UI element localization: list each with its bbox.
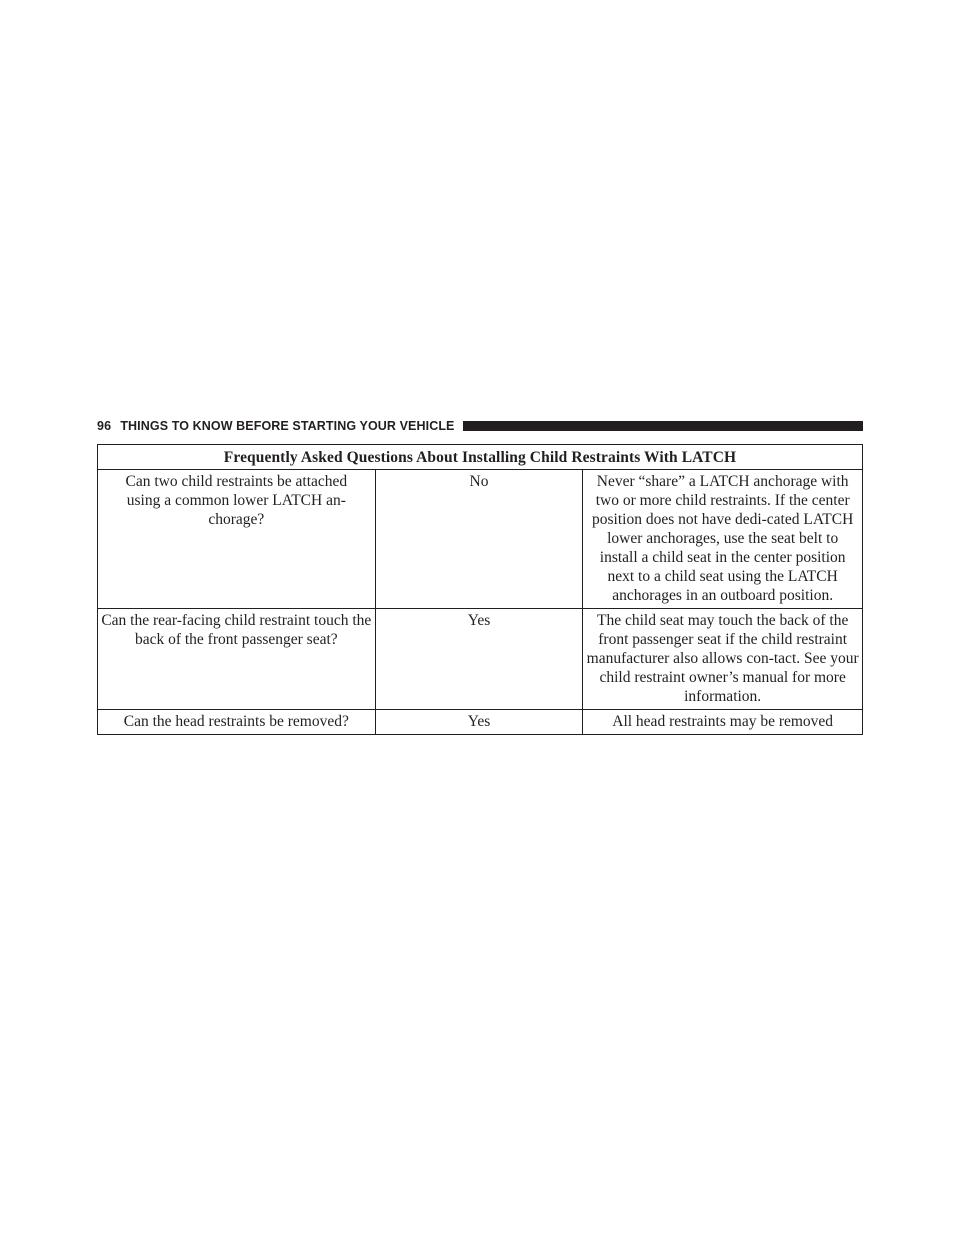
question-cell bbox=[98, 470, 376, 609]
question-text: Can two child restraints be attached using a common lower LATCH an-chorage? bbox=[125, 473, 348, 528]
header-rule-bar bbox=[463, 421, 864, 431]
faq-table bbox=[97, 444, 863, 735]
answer-cell bbox=[375, 609, 583, 710]
notes-cell bbox=[583, 609, 863, 710]
answer-text: No bbox=[469, 473, 489, 490]
notes-cell bbox=[583, 710, 863, 735]
question-text: Can the rear-facing child restraint touch the back of the front passenger seat? bbox=[101, 612, 372, 648]
notes-text: The child seat may touch the back of the front passenger seat if the child restraint manufacturer also allows con-tact. See your child restraint owner’s manual for more information. bbox=[586, 612, 859, 705]
answer-cell bbox=[375, 470, 583, 609]
question-text: Can the head restraints be removed? bbox=[123, 713, 349, 730]
page-number: 96 bbox=[97, 419, 112, 433]
table-title: Frequently Asked Questions About Installing Child Restraints With LATCH bbox=[98, 445, 863, 470]
answer-cell bbox=[375, 710, 583, 735]
section-title: THINGS TO KNOW BEFORE STARTING YOUR VEHICLE bbox=[120, 419, 455, 433]
notes-text: Never “share” a LATCH anchorage with two or more child restraints. If the center position does not have dedi-cated LATCH lower anchorages, use the seat belt to install a child seat in the center position next to a child seat using the LATCH anchorages in an outboard position. bbox=[592, 473, 854, 604]
table-row bbox=[98, 609, 863, 710]
question-cell bbox=[98, 609, 376, 710]
notes-cell bbox=[583, 470, 863, 609]
answer-text: Yes bbox=[467, 612, 491, 629]
running-header bbox=[97, 417, 863, 435]
table-row bbox=[98, 470, 863, 609]
notes-text: All head restraints may be removed bbox=[612, 713, 834, 730]
table-title-row bbox=[98, 445, 863, 470]
answer-text: Yes bbox=[467, 713, 491, 730]
question-cell bbox=[98, 710, 376, 735]
table-row bbox=[98, 710, 863, 735]
